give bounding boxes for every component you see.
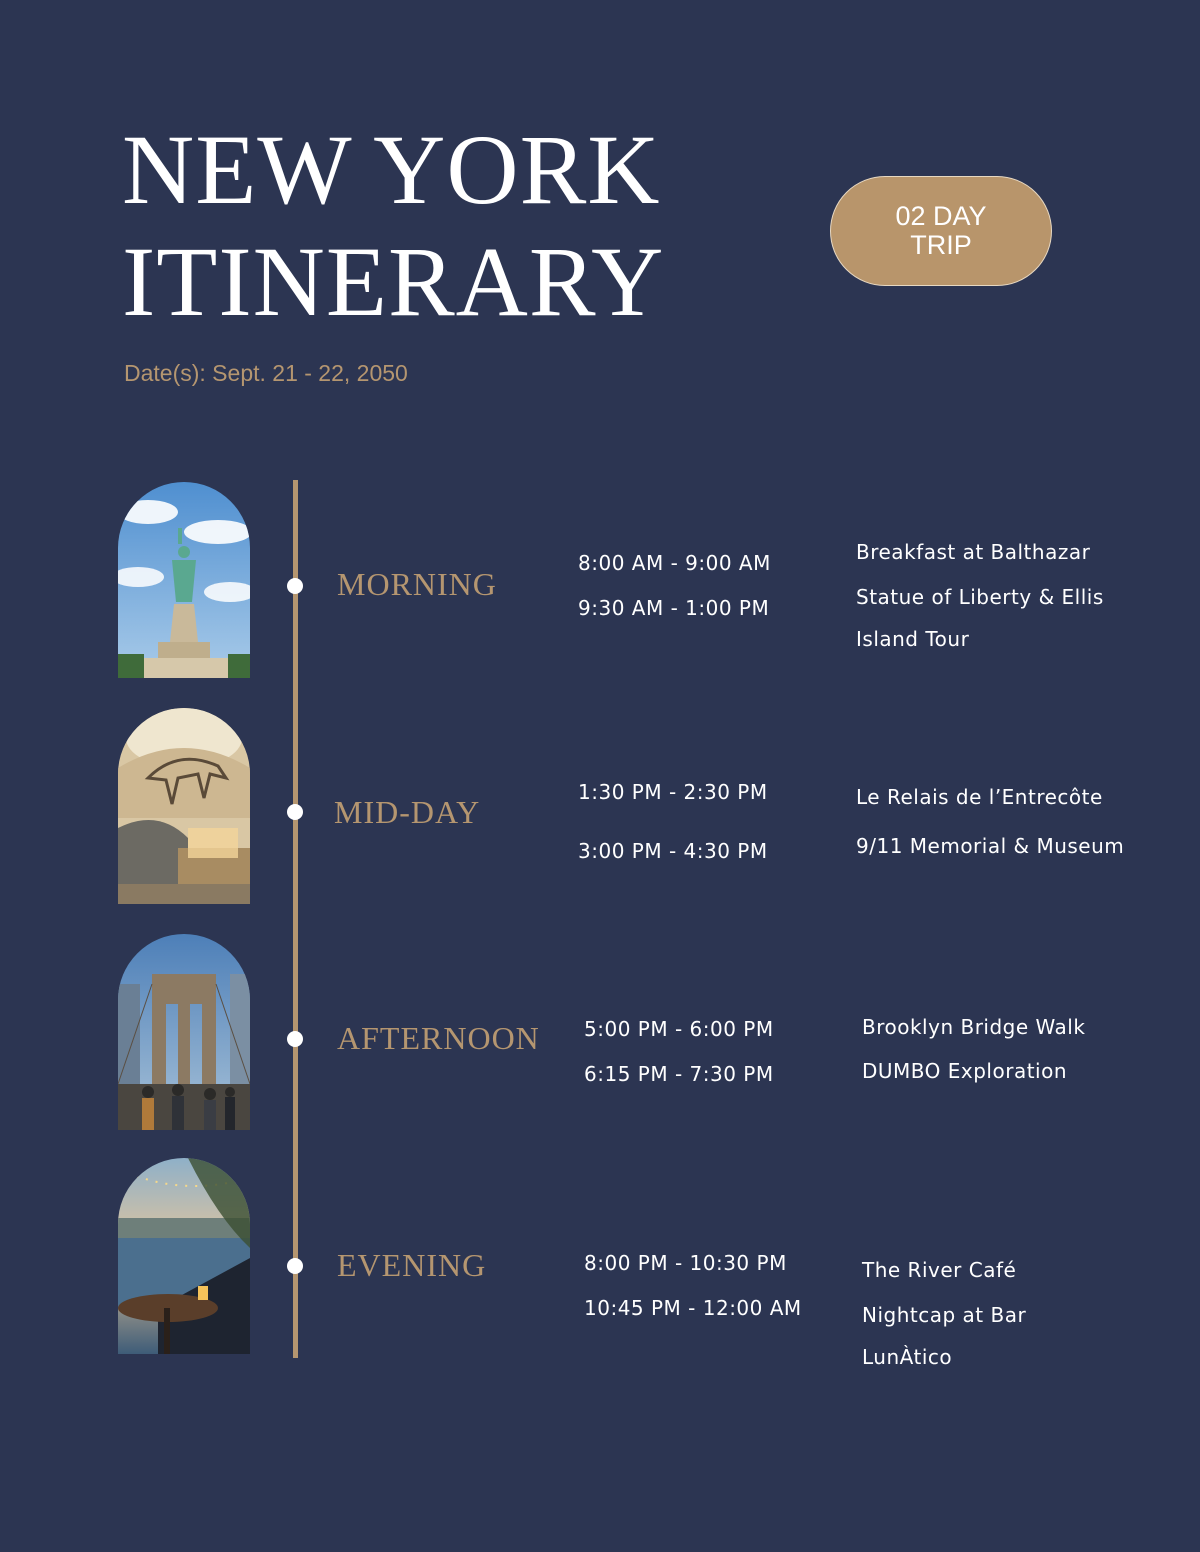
activity-item: Breakfast at Balthazar xyxy=(856,540,1091,564)
activity-item: LunÀtico xyxy=(862,1345,953,1369)
time-slot: 1:30 PM - 2:30 PM xyxy=(578,780,768,804)
badge-line-1: 02 DAY xyxy=(895,201,987,231)
activity-item: DUMBO Exploration xyxy=(862,1059,1068,1083)
activity-item: 9/11 Memorial & Museum xyxy=(856,834,1125,858)
activity-item: The River Café xyxy=(862,1258,1017,1282)
time-slot: 3:00 PM - 4:30 PM xyxy=(578,839,768,863)
period-morning: MORNING xyxy=(337,566,497,602)
museum-dinosaur-photo xyxy=(118,708,250,904)
timeline-dot-evening xyxy=(287,1258,303,1274)
timeline-dot-afternoon xyxy=(287,1031,303,1047)
period-evening: EVENING xyxy=(337,1247,487,1283)
timeline-dot-midday xyxy=(287,804,303,820)
badge-line-2: TRIP xyxy=(910,230,972,260)
timeline-dot-morning xyxy=(287,578,303,594)
page-title-line-1: NEW YORK xyxy=(122,114,661,225)
trip-length-badge xyxy=(830,176,1052,286)
activity-item: Island Tour xyxy=(856,627,970,651)
page-title-line-2: ITINERARY xyxy=(122,226,665,337)
brooklyn-bridge-photo xyxy=(118,934,250,1130)
riverside-evening-photo xyxy=(118,1158,250,1354)
time-slot: 9:30 AM - 1:00 PM xyxy=(578,596,770,620)
time-slot: 10:45 PM - 12:00 AM xyxy=(584,1296,802,1320)
activity-item: Nightcap at Bar xyxy=(862,1303,1027,1327)
trip-dates: Date(s): Sept. 21 - 22, 2050 xyxy=(124,360,408,386)
timeline-line xyxy=(293,480,298,1358)
period-midday: MID-DAY xyxy=(334,794,481,830)
time-slot: 5:00 PM - 6:00 PM xyxy=(584,1017,774,1041)
period-afternoon: AFTERNOON xyxy=(337,1020,540,1056)
statue-of-liberty-photo xyxy=(118,482,250,678)
activity-item: Le Relais de l’Entrecôte xyxy=(856,785,1103,809)
time-slot: 8:00 PM - 10:30 PM xyxy=(584,1251,787,1275)
time-slot: 8:00 AM - 9:00 AM xyxy=(578,551,771,575)
activity-item: Brooklyn Bridge Walk xyxy=(862,1015,1086,1039)
activity-item: Statue of Liberty & Ellis xyxy=(856,585,1104,609)
time-slot: 6:15 PM - 7:30 PM xyxy=(584,1062,774,1086)
